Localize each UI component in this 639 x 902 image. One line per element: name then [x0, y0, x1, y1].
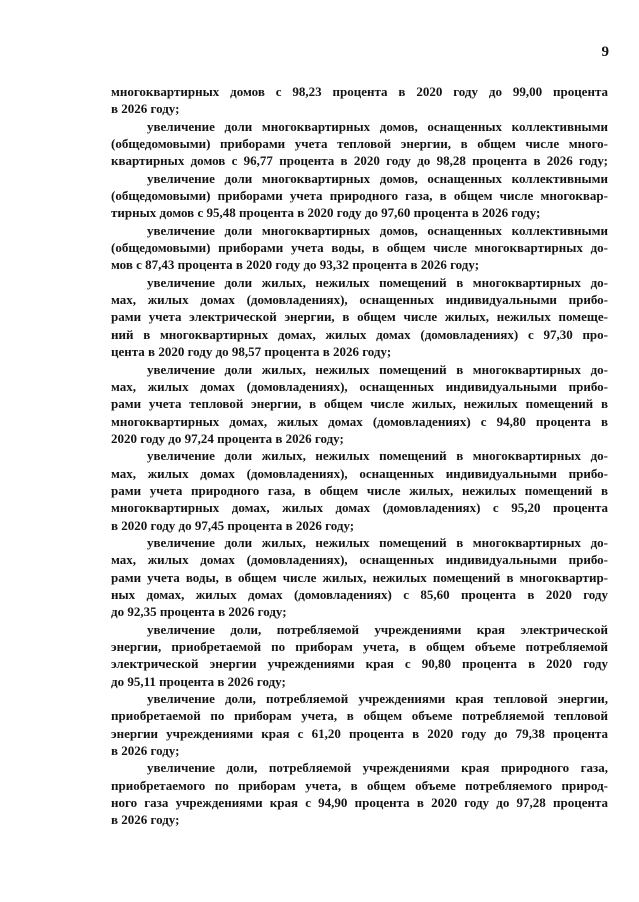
paragraph-first-line: увеличение доли многоквартирных домов, оснащенных коллективными [147, 222, 608, 238]
text-line: многоквартирных домах, жилых домах (домовладениях) с 94,80 процента в [111, 413, 608, 429]
text-line: мах, жилых домах (домовладениях), оснащенных индивидуальными прибо- [111, 378, 608, 394]
text-line: ных домах, жилых домах (домовладениях) с 85,60 процента в 2020 году [111, 586, 608, 602]
page-number: 9 [601, 44, 609, 60]
paragraph-first-line: увеличение доли, потребляемой учреждениями края природного газа, [147, 760, 608, 776]
text-line: тирных домов с 95,48 процента в 2020 году до 97,60 процента в 2026 году; [111, 205, 541, 221]
text-line: квартирных домов с 96,77 процента в 2020 году до 98,28 процента в 2026 году; [111, 153, 608, 169]
text-line: (общедомовыми) приборами учета воды, в общем числе многоквартирных до- [111, 240, 608, 256]
text-line: мах, жилых домах (домовладениях), оснащенных индивидуальными прибо- [111, 465, 608, 481]
text-line: приобретаемого по приборам учета, в общем объеме потребляемого природ- [111, 777, 608, 793]
text-line: приобретаемой по приборам учета, в общем объеме потребляемой тепловой [111, 708, 608, 724]
paragraph-first-line: увеличение доли, потребляемой учреждениями края тепловой энергии, [147, 691, 608, 707]
text-line: рами учета электрической энергии, в общем числе жилых, нежилых помеще- [111, 309, 608, 325]
paragraph-first-line: увеличение доли жилых, нежилых помещений в многоквартирных до- [147, 448, 608, 464]
text-line: рами учета воды, в общем числе жилых, нежилых помещений в многоквартир- [111, 569, 608, 585]
text-line: цента в 2020 году до 98,57 процента в 2026 году; [111, 344, 392, 360]
document-body [111, 83, 608, 829]
text-line: 2020 году до 97,24 процента в 2026 году; [111, 430, 344, 446]
paragraph-first-line: увеличение доли многоквартирных домов, оснащенных коллективными [147, 118, 608, 134]
text-line: электрической энергии учреждениями края с 90,80 процента в 2020 году [111, 656, 608, 672]
text-line: энергии учреждениями края с 61,20 процента в 2020 году до 79,38 процента [111, 725, 608, 741]
paragraph-first-line: увеличение доли жилых, нежилых помещений в многоквартирных до- [147, 361, 608, 377]
text-line: мов с 87,43 процента в 2020 году до 93,32 процента в 2026 году; [111, 257, 480, 273]
text-line: многоквартирных домах, жилых домах (домовладениях) с 95,20 процента [111, 500, 608, 516]
text-line: многоквартирных домов с 98,23 процента в 2020 году до 99,00 процента [111, 84, 608, 99]
text-line: ний в многоквартирных домах, жилых домах (домовладениях) с 97,30 про- [111, 326, 608, 342]
text-line: рами учета природного газа, в общем числе жилых, нежилых помещений в [111, 482, 608, 498]
text-line: мах, жилых домах (домовладениях), оснащенных индивидуальными прибо- [111, 552, 608, 568]
paragraph-first-line: увеличение доли жилых, нежилых помещений в многоквартирных до- [147, 534, 608, 550]
text-line: в 2026 году; [111, 812, 180, 828]
paragraph-first-line: увеличение доли, потребляемой учреждениями края электрической [147, 621, 608, 637]
text-line: до 92,35 процента в 2026 году; [111, 604, 287, 620]
text-line: мах, жилых домах (домовладениях), оснащенных индивидуальными прибо- [111, 292, 608, 308]
paragraph-first-line: увеличение доли жилых, нежилых помещений в многоквартирных до- [147, 274, 608, 290]
text-line: (общедомовыми) приборами учета тепловой энергии, в общем числе много- [111, 136, 608, 152]
text-line: ного газа учреждениями края с 94,90 процента в 2020 году до 97,28 процента [111, 795, 608, 811]
text-line: энергии, приобретаемой по приборам учета, в общем объеме потребляемой [111, 639, 608, 654]
text-line: (общедомовыми) приборами учета природного газа, в общем числе многоквар- [111, 188, 608, 204]
text-line: рами учета тепловой энергии, в общем числе жилых, нежилых помещений в [111, 396, 608, 412]
text-line: в 2026 году; [111, 743, 180, 759]
text-line: в 2026 году; [111, 101, 180, 117]
text-line: в 2020 году до 97,45 процента в 2026 году; [111, 517, 355, 533]
paragraph-first-line: увеличение доли многоквартирных домов, оснащенных коллективными [147, 170, 608, 186]
text-line: до 95,11 процента в 2026 году; [111, 673, 286, 689]
